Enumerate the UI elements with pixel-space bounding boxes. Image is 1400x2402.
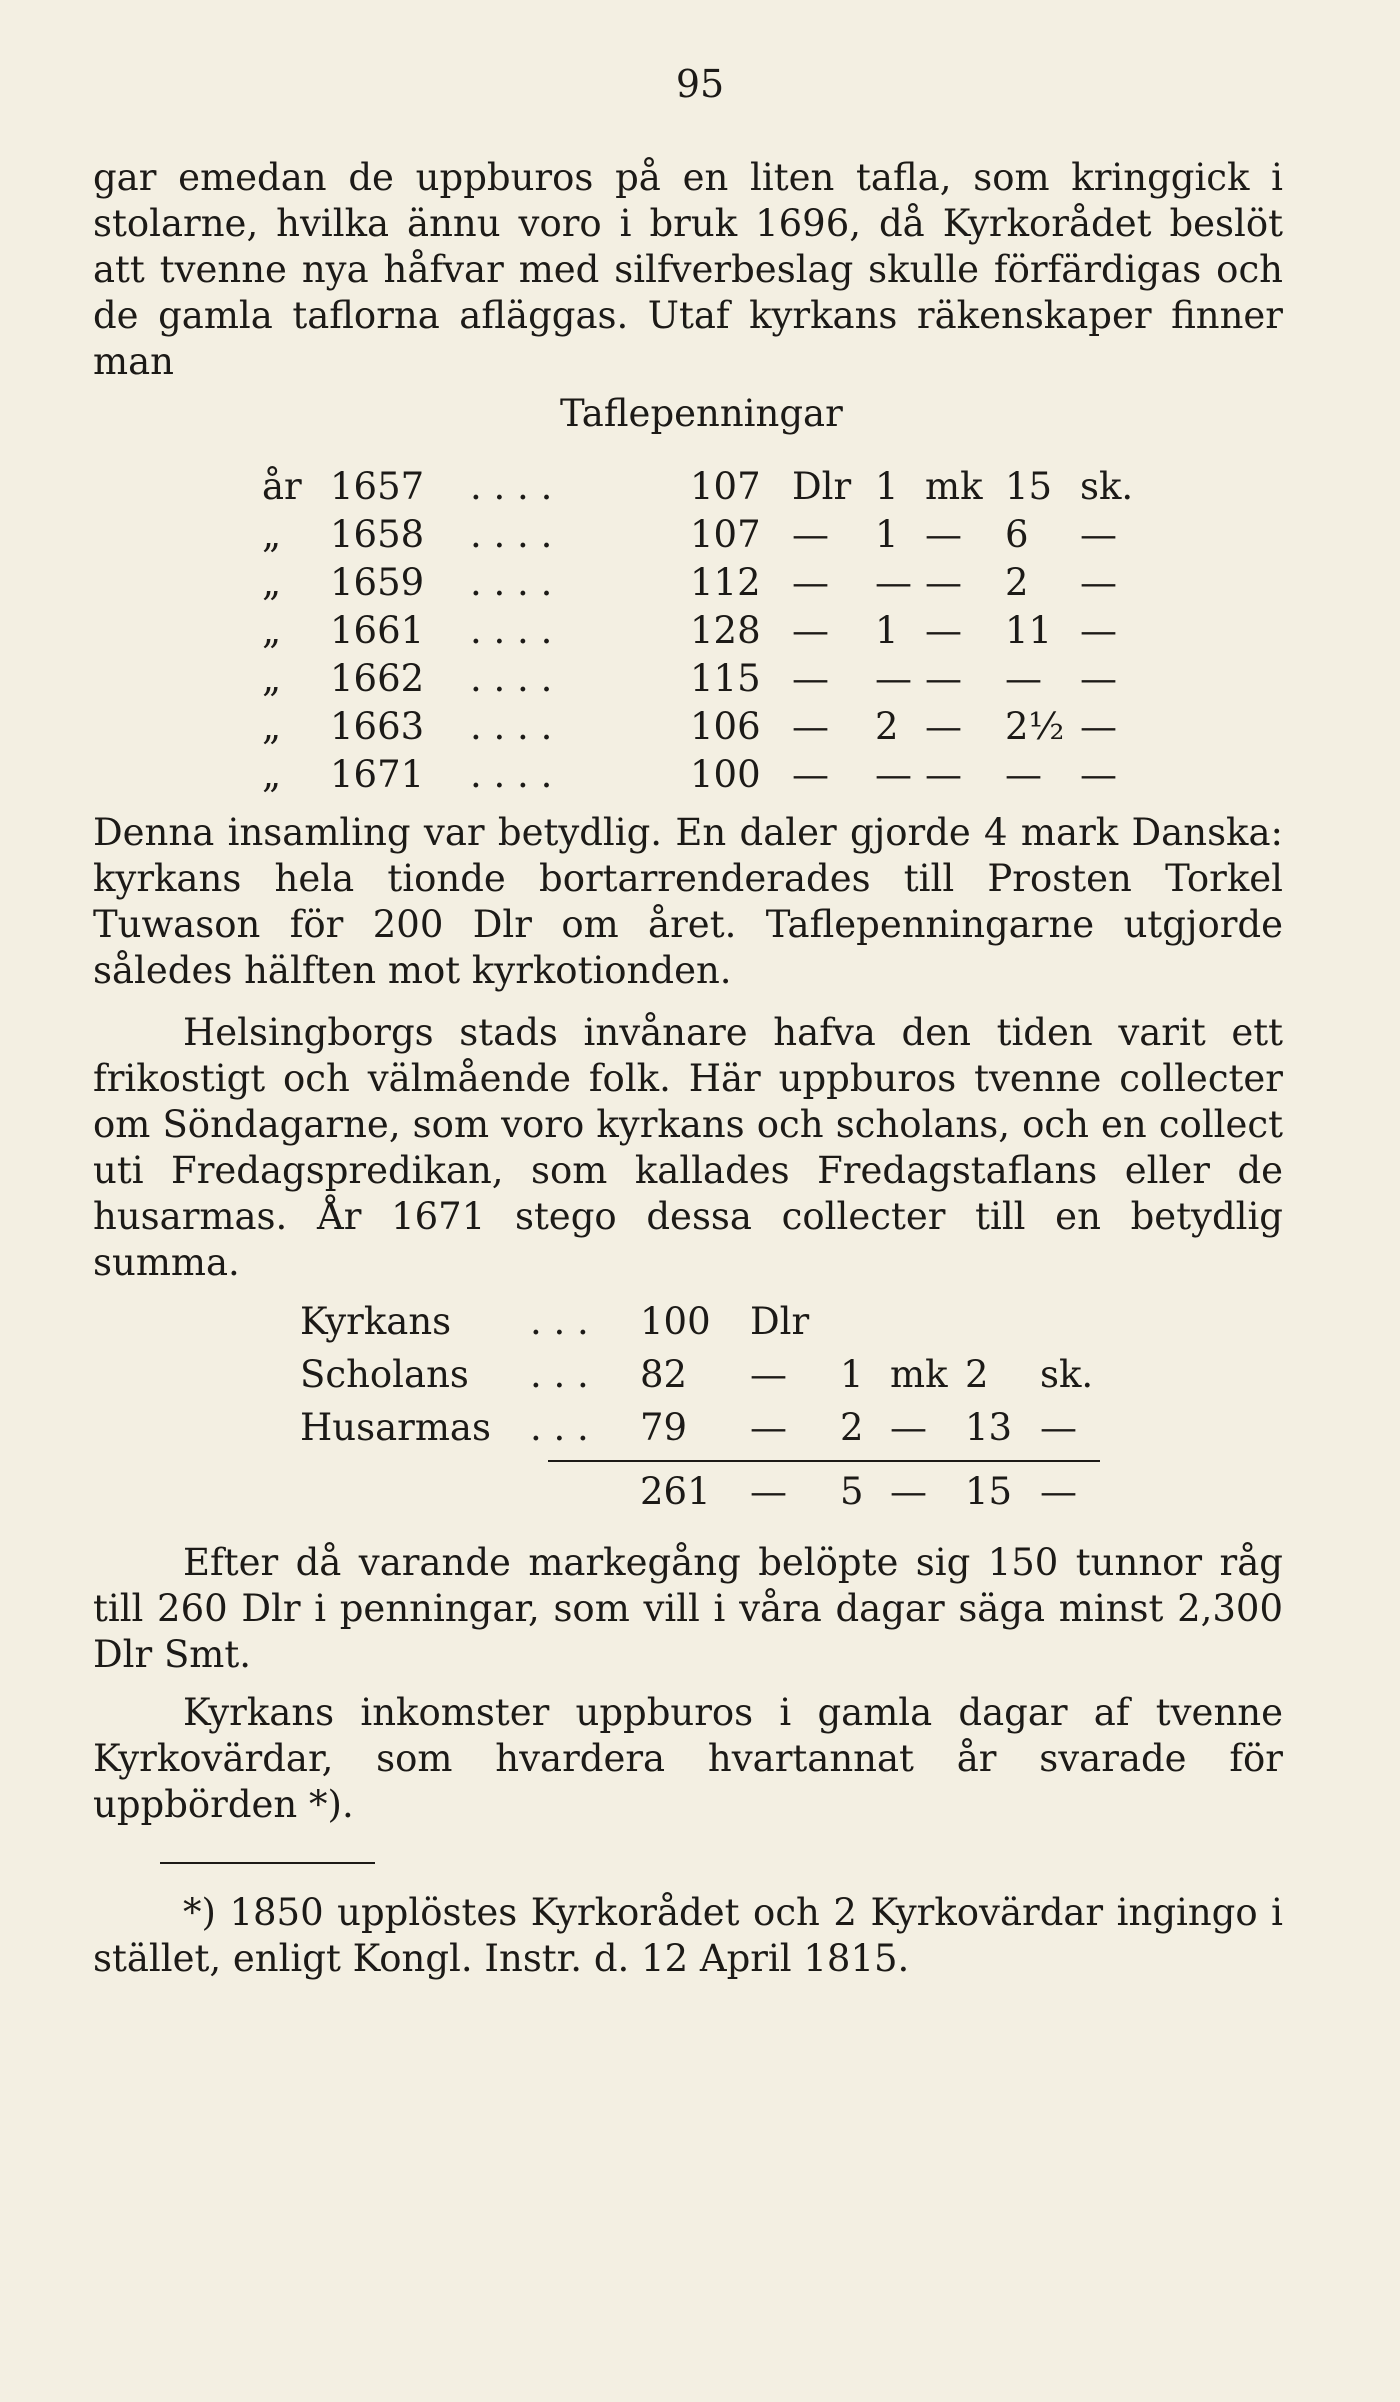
leader-dots: . . .: [530, 1300, 589, 1343]
collection-name: Husarmas: [300, 1406, 491, 1449]
year-prefix: „: [262, 705, 282, 748]
mark-unit: —: [925, 657, 962, 700]
table-row: [0, 561, 1400, 605]
daler-unit: —: [792, 753, 829, 796]
skilling-value: 13: [965, 1406, 1013, 1449]
leader-dots: . . . .: [470, 705, 553, 748]
skilling-unit: —: [1080, 657, 1117, 700]
year: 1657: [330, 465, 425, 508]
daler-unit: —: [792, 513, 829, 556]
sum-rule: [548, 1460, 1100, 1462]
year-prefix: „: [262, 561, 282, 604]
table-row: [0, 657, 1400, 701]
total-daler: 261: [640, 1470, 711, 1513]
table-row: [0, 609, 1400, 653]
daler-unit: —: [750, 1353, 787, 1396]
year-prefix: „: [262, 753, 282, 796]
collection-name: Kyrkans: [300, 1300, 452, 1343]
footnote-rule: [160, 1862, 375, 1864]
table-row: [0, 1300, 1400, 1350]
mark-unit: —: [890, 1406, 927, 1449]
daler-value: 100: [690, 753, 761, 796]
year: 1663: [330, 705, 425, 748]
daler-value: 106: [690, 705, 761, 748]
leader-dots: . . . .: [470, 561, 553, 604]
daler-unit: Dlr: [792, 465, 852, 508]
footnote: *) 1850 upplöstes Kyrkorådet och 2 Kyrkovärdar ingingo i stället, enligt Kongl. Instr. d. 12 April 1815.: [93, 1891, 1283, 1980]
paragraph-collections: Helsingborgs stads invånare hafva den tiden varit ett frikostigt och välmående folk. Här uppburos tvenne collecter om Söndagarne, som voro kyrkans och scholans, och en collect uti Fredagspredikan, som kallades Fredagstaflans eller de husarmas. År 1671 stego dessa collecter till en betydlig summa.: [93, 1011, 1283, 1284]
table-row: [0, 1406, 1400, 1456]
mark-unit: —: [925, 753, 962, 796]
skilling-unit: —: [1040, 1470, 1077, 1513]
skilling-unit: —: [1080, 561, 1117, 604]
daler-unit: —: [750, 1406, 787, 1449]
table-row: [0, 513, 1400, 557]
mark-value: 1: [875, 513, 899, 556]
skilling-unit: —: [1080, 513, 1117, 556]
total-skilling: 15: [965, 1470, 1013, 1513]
daler-unit: —: [750, 1470, 787, 1513]
daler-unit: —: [792, 657, 829, 700]
year-prefix: „: [262, 657, 282, 700]
daler-value: 79: [640, 1406, 688, 1449]
skilling-value: 15: [1005, 465, 1053, 508]
table-row: [0, 705, 1400, 749]
page-number: 95: [675, 62, 725, 106]
mark-unit: —: [925, 705, 962, 748]
leader-dots: . . . .: [470, 657, 553, 700]
daler-value: 100: [640, 1300, 711, 1343]
mark-unit: —: [890, 1470, 927, 1513]
skilling-unit: —: [1080, 609, 1117, 652]
leader-dots: . . . .: [470, 609, 553, 652]
mark-value: —: [875, 753, 912, 796]
skilling-value: 2½: [1005, 705, 1065, 748]
skilling-value: 2: [965, 1353, 989, 1396]
table-row: [0, 753, 1400, 797]
daler-value: 107: [690, 465, 761, 508]
skilling-value: 2: [1005, 561, 1029, 604]
mark-unit: —: [925, 561, 962, 604]
mark-value: —: [875, 561, 912, 604]
paragraph-daler: Denna insamling var betydlig. En daler gjorde 4 mark Danska: kyrkans hela tionde bortarrenderades till Prosten Torkel Tuwason för 200 Dlr om året. Taflepenningarne utgjorde således hälften mot kyrkotionden.: [93, 811, 1283, 992]
skilling-value: 6: [1005, 513, 1029, 556]
year: 1658: [330, 513, 425, 556]
leader-dots: . . . .: [470, 465, 553, 508]
skilling-unit: —: [1040, 1406, 1077, 1449]
mark-unit: mk: [925, 465, 983, 508]
year: 1661: [330, 609, 425, 652]
paragraph-market-price: Efter då varande markegång belöpte sig 150 tunnor råg till 260 Dlr i penningar, som vill i våra dagar säga minst 2,300 Dlr Smt.: [93, 1541, 1283, 1676]
daler-unit: Dlr: [750, 1300, 810, 1343]
daler-value: 112: [690, 561, 761, 604]
mark-value: 2: [875, 705, 899, 748]
year: 1662: [330, 657, 425, 700]
daler-unit: —: [792, 609, 829, 652]
table-row: [0, 1353, 1400, 1403]
paragraph-church-wardens: Kyrkans inkomster uppburos i gamla dagar af tvenne Kyrkovärdar, som hvardera hvartannat år svarade för uppbörden *).: [93, 1691, 1283, 1826]
skilling-value: 11: [1005, 609, 1053, 652]
year-prefix: „: [262, 609, 282, 652]
total-row: [0, 1470, 1400, 1520]
leader-dots: . . .: [530, 1353, 589, 1396]
leader-dots: . . .: [530, 1406, 589, 1449]
skilling-value: —: [1005, 753, 1042, 796]
daler-value: 128: [690, 609, 761, 652]
daler-value: 107: [690, 513, 761, 556]
daler-value: 82: [640, 1353, 688, 1396]
mark-value: 1: [840, 1353, 864, 1396]
mark-value: 1: [875, 609, 899, 652]
paragraph-collection-plates: gar emedan de uppburos på en liten tafla, som kringgick i stolarne, hvilka ännu voro i bruk 1696, då Kyrkorådet beslöt att tvenne nya håfvar med silfverbeslag skulle förfärdigas och de gamla taflorna afläggas. Utaf kyrkans räkenskaper finner man: [93, 156, 1283, 383]
mark-value: 1: [875, 465, 899, 508]
collection-name: Scholans: [300, 1353, 469, 1396]
skilling-unit: sk.: [1040, 1353, 1094, 1396]
year-prefix: år: [262, 465, 302, 508]
daler-unit: —: [792, 705, 829, 748]
mark-value: 2: [840, 1406, 864, 1449]
year: 1659: [330, 561, 425, 604]
daler-value: 115: [690, 657, 761, 700]
year: 1671: [330, 753, 425, 796]
skilling-value: —: [1005, 657, 1042, 700]
total-mark: 5: [840, 1470, 864, 1513]
mark-unit: —: [925, 609, 962, 652]
leader-dots: . . . .: [470, 753, 553, 796]
mark-value: —: [875, 657, 912, 700]
mark-unit: mk: [890, 1353, 948, 1396]
table-heading: Taflepenningar: [560, 392, 843, 435]
daler-unit: —: [792, 561, 829, 604]
skilling-unit: sk.: [1080, 465, 1134, 508]
mark-unit: —: [925, 513, 962, 556]
skilling-unit: —: [1080, 753, 1117, 796]
skilling-unit: —: [1080, 705, 1117, 748]
year-prefix: „: [262, 513, 282, 556]
table-row: [0, 465, 1400, 509]
leader-dots: . . . .: [470, 513, 553, 556]
